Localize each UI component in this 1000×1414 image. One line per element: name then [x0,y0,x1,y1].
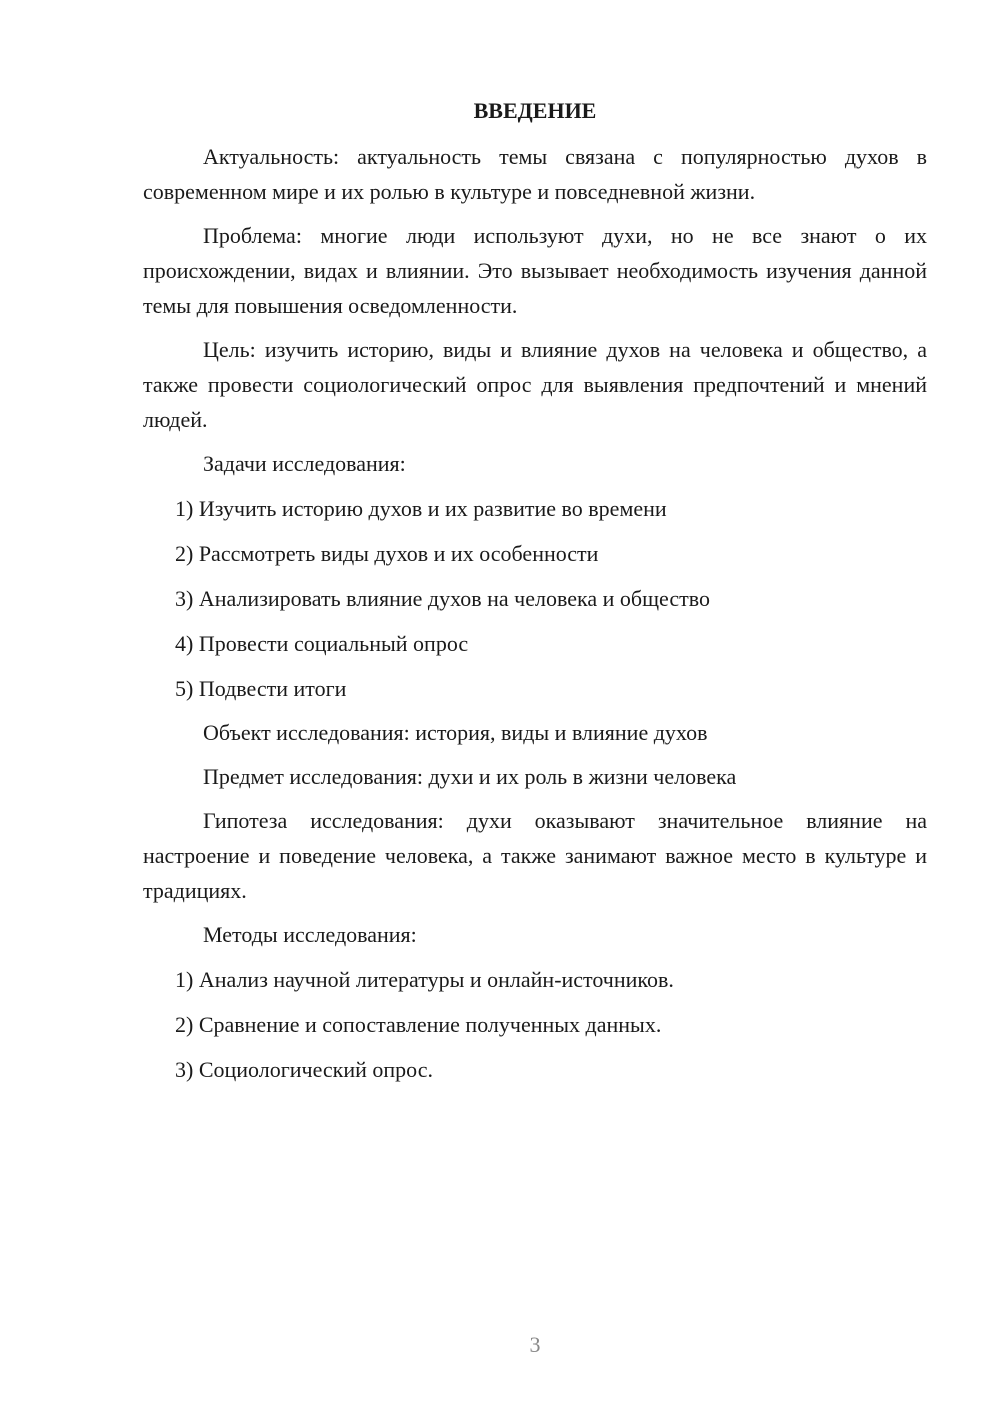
task-item: 5) Подвести итоги [175,676,347,701]
subject-paragraph: Предмет исследования: духи и их роль в жизни человека [203,764,737,789]
method-item: 3) Социологический опрос. [175,1057,433,1082]
section-heading: ВВЕДЕНИЕ [473,98,597,123]
object-paragraph: Объект исследования: история, виды и влияние духов [203,720,708,745]
task-item: 3) Анализировать влияние духов на человека и общество [175,586,710,611]
page-content [143,92,927,1087]
hypothesis-paragraph: Гипотеза исследования: духи оказывают значительное влияние на настроение и поведение человека, а также занимают важное место в культуре и традициях. [143,808,927,903]
task-item: 4) Провести социальный опрос [175,631,469,656]
page-number: 3 [529,1332,541,1357]
method-item: 2) Сравнение и сопоставление полученных данных. [175,1012,662,1037]
problem-paragraph: Проблема: многие люди используют духи, но не все знают о их происхождении, видах и влиянии. Это вызывает необходимость изучения данной темы для повышения осведомленности. [143,223,927,318]
method-item: 1) Анализ научной литературы и онлайн-источников. [175,967,674,992]
goal-paragraph: Цель: изучить историю, виды и влияние духов на человека и общество, а также провести социологический опрос для выявления предпочтений и мнений людей. [143,337,927,432]
relevance-paragraph: Актуальность: актуальность темы связана с популярностью духов в современном мире и их ролью в культуре и повседневной жизни. [143,144,927,204]
task-item: 2) Рассмотреть виды духов и их особенности [175,541,599,566]
methods-heading: Методы исследования: [203,922,417,947]
tasks-heading: Задачи исследования: [203,451,406,476]
task-item: 1) Изучить историю духов и их развитие во времени [175,496,667,521]
